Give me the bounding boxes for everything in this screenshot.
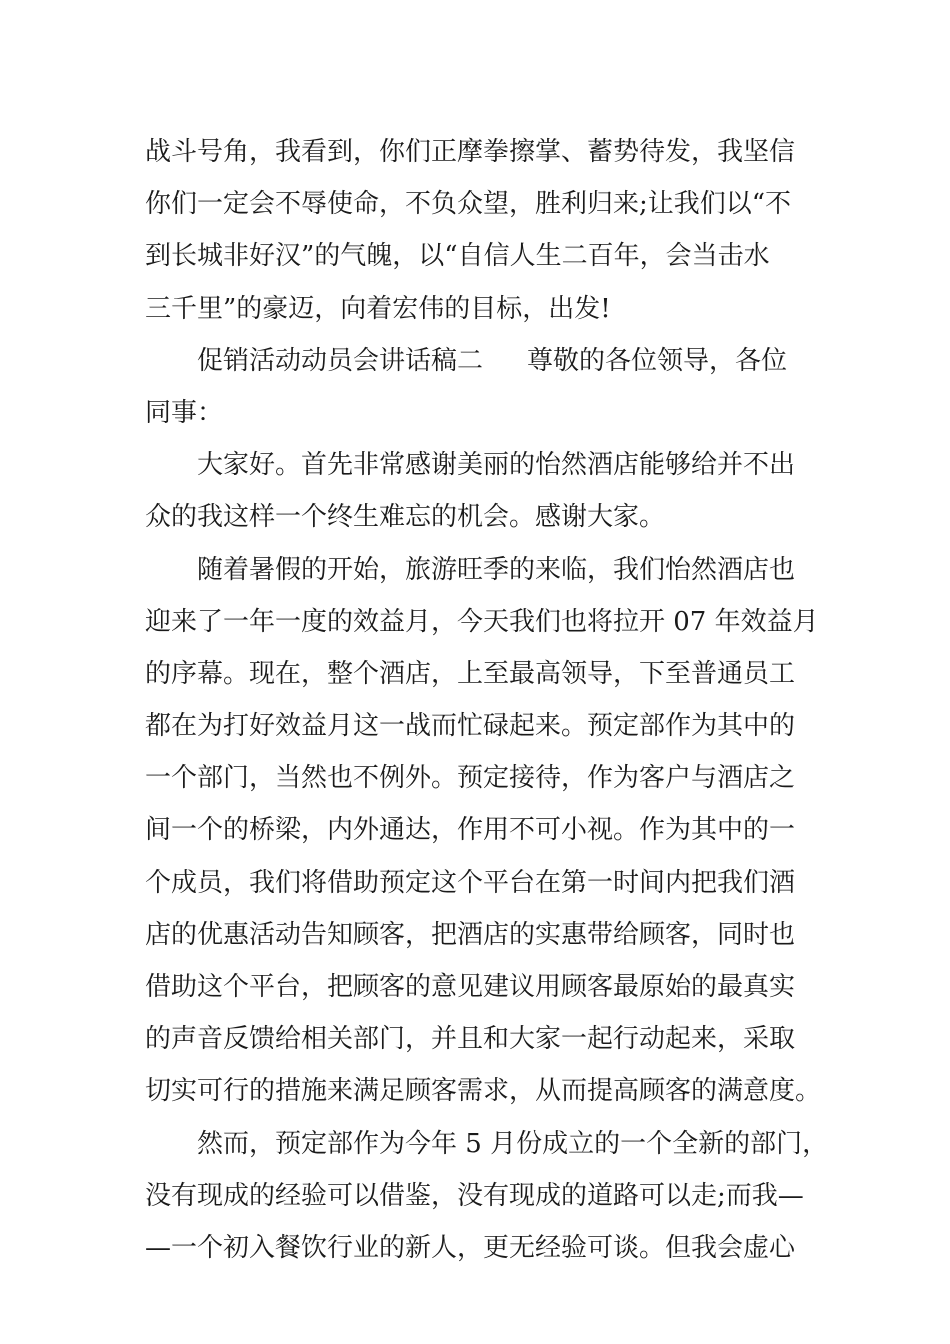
paragraph-summer-line: 都在为打好效益月这一战而忙碌起来。预定部作为其中的 xyxy=(145,711,796,742)
speech-title: 促销活动动员会讲话稿二 xyxy=(197,345,484,376)
salutation-start: 尊敬的各位领导，各位 xyxy=(527,345,788,376)
paragraph-summer-line: 间一个的桥梁，内外通达，作用不可小视。作为其中的一 xyxy=(145,815,796,846)
paragraph-summer-line: 的声音反馈给相关部门，并且和大家一起行动起来，采取 xyxy=(145,1024,796,1055)
document-body xyxy=(145,126,829,1274)
paragraph-summer-line: 切实可行的措施来满足顾客需求，从而提高顾客的满意度。 xyxy=(145,1076,822,1107)
paragraph-summer-line: 个成员，我们将借助预定这个平台在第一时间内把我们酒 xyxy=(145,867,796,898)
paragraph-greeting-line: 大家好。首先非常感谢美丽的怡然酒店能够给并不出 xyxy=(197,450,796,481)
text-line: 到长城非好汉”的气魄，以“自信人生二百年，会当击水 xyxy=(145,241,770,272)
paragraph-however-line: 然而，预定部作为今年 5 月份成立的一个全新的部门， xyxy=(197,1128,829,1159)
paragraph-greeting-line: 众的我这样一个终生难忘的机会。感谢大家。 xyxy=(145,502,666,533)
paragraph-summer-line: 迎来了一年一度的效益月，今天我们也将拉开 07 年效益月 xyxy=(145,606,819,637)
paragraph-summer-line: 的序幕。现在，整个酒店，上至最高领导，下至普通员工 xyxy=(145,658,796,689)
salutation-end: 同事： xyxy=(145,397,224,428)
paragraph-however-line: 没有现成的经验可以借鉴，没有现成的道路可以走;而我— xyxy=(145,1180,804,1211)
paragraph-summer-line: 一个部门，当然也不例外。预定接待，作为客户与酒店之 xyxy=(145,763,796,794)
text-line: 战斗号角，我看到，你们正摩拳擦掌、蓄势待发，我坚信 xyxy=(145,137,796,167)
heading-line xyxy=(145,335,807,387)
paragraph-summer-line: 店的优惠活动告知顾客，把酒店的实惠带给顾客，同时也 xyxy=(145,919,796,950)
paragraph-however-line: —一个初入餐饮行业的新人，更无经验可谈。但我会虚心 xyxy=(145,1232,796,1263)
paragraph-summer-line: 随着暑假的开始，旅游旺季的来临，我们怡然酒店也 xyxy=(197,554,796,585)
text-line: 三千里”的豪迈，向着宏伟的目标，出发! xyxy=(145,293,611,324)
paragraph-summer-line: 借助这个平台，把顾客的意见建议用顾客最原始的最真实 xyxy=(145,972,796,1002)
text-line: 你们一定会不辱使命，不负众望，胜利归来;让我们以“不 xyxy=(145,189,792,220)
